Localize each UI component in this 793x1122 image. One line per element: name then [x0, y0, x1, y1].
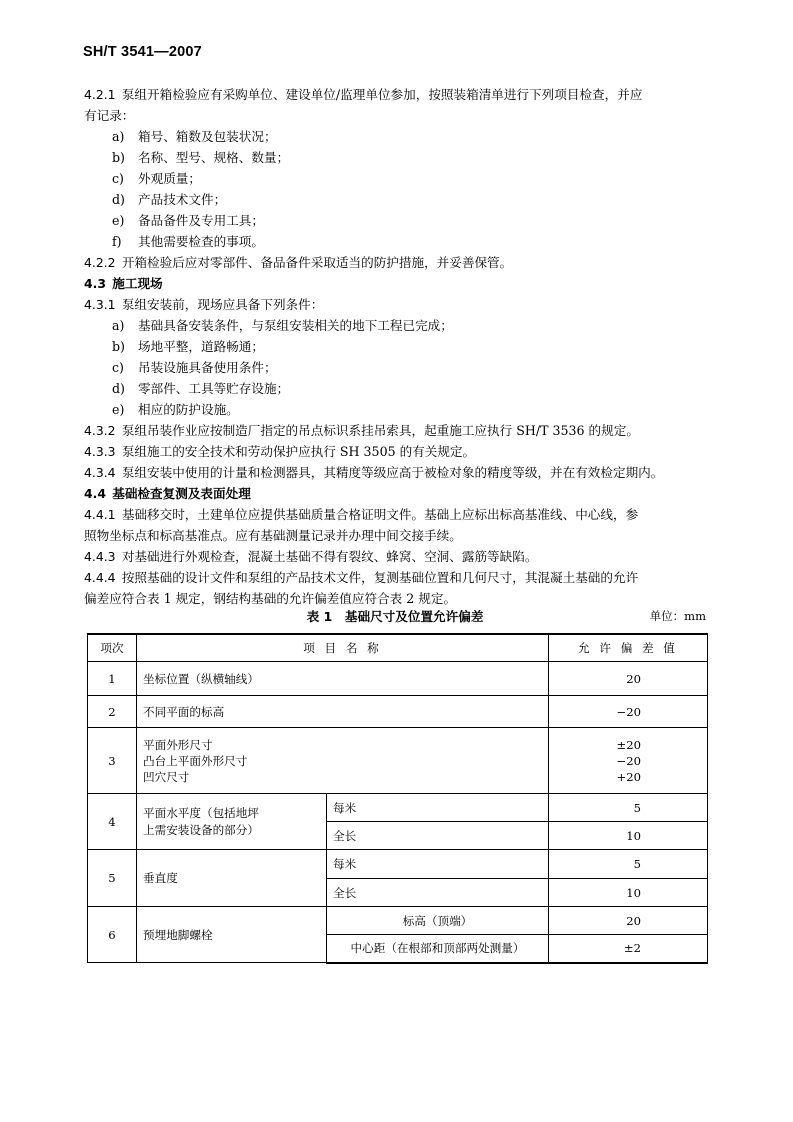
row-sub-item: 中心距（在根部和顶部两处测量）: [327, 935, 549, 963]
list-text: 产品技术文件；: [138, 192, 227, 207]
row-value: 10: [549, 822, 708, 850]
list-item: [84, 126, 712, 147]
list-item: [84, 399, 712, 420]
row-no: 5: [88, 850, 137, 907]
clause-continuation: 偏差应符合表 1 规定，钢结构基础的允许偏差值应符合表 2 规定。: [84, 591, 457, 606]
clause-text: 基础移交时，土建单位应提供基础质量合格证明文件。基础上应标出标高基准线、中心线，参: [121, 507, 639, 522]
clause-continuation: 照物坐标点和标高基准点。应有基础测量记录并办理中间交接手续。: [84, 528, 462, 543]
section-heading: [84, 273, 712, 294]
list-text: 相应的防护设施。: [138, 402, 239, 417]
clause: [84, 441, 712, 462]
list-item: [84, 168, 712, 189]
row-name: [137, 728, 549, 794]
table-caption: 表 1 基础尺寸及位置允许偏差: [306, 609, 484, 624]
clause-text: 开箱检验后应对零部件、备品备件采取适当的防护措施，并妥善保管。: [121, 255, 513, 270]
standard-code: SH/T 3541—2007: [83, 44, 202, 60]
header-item-name: 项 目 名 称: [137, 634, 549, 662]
row-value: 5: [549, 794, 708, 822]
header-item-no: 项次: [88, 634, 137, 662]
list-marker: c): [112, 360, 124, 375]
row-name-line: 上需安装设备的部分）: [143, 822, 259, 837]
list-text: 备品备件及专用工具；: [138, 213, 264, 228]
clause: [84, 546, 712, 567]
row-value-line: ±20: [616, 737, 641, 752]
clause: [84, 504, 712, 525]
clause-continuation: 有记录：: [84, 108, 135, 123]
clause-text: 泵组开箱检验应有采购单位、建设单位/监理单位参加，按照装箱清单进行下列项目检查，并应: [121, 87, 643, 102]
table-row: [88, 907, 708, 935]
list-item: [84, 147, 712, 168]
table-unit: 单位：mm: [649, 609, 706, 623]
clause-text: 按照基础的设计文件和泵组的产品技术文件，复测基础位置和几何尺寸，其混凝土基础的允许: [121, 570, 639, 585]
clause-number: 4.4.3: [84, 549, 116, 564]
clause-number: 4.2.2: [84, 255, 116, 270]
row-value: 20: [549, 907, 708, 935]
list-text: 吊装设施具备使用条件；: [138, 360, 277, 375]
clause-number: 4.3.3: [84, 444, 116, 459]
list-marker: a): [112, 318, 125, 333]
row-name: 不同平面的标高: [137, 696, 549, 728]
row-sub-item: 每米: [327, 794, 549, 822]
row-sub-item: 标高（顶端）: [327, 907, 549, 935]
row-name-line: 平面外形尺寸: [143, 737, 213, 752]
row-no: 6: [88, 907, 137, 963]
table-row: [88, 662, 708, 696]
list-text: 零部件、工具等贮存设施；: [138, 381, 290, 396]
row-sub-item: 全长: [327, 879, 549, 907]
list-item: [84, 357, 712, 378]
row-name: 预埋地脚螺栓: [137, 907, 327, 963]
list-marker: c): [112, 171, 124, 186]
list-item: [84, 378, 712, 399]
clause-number: 4.4.4: [84, 570, 116, 585]
clause-number: 4.4: [84, 486, 106, 501]
row-no: 1: [88, 662, 137, 696]
row-name-line: 平面水平度（包括地坪: [143, 805, 259, 820]
clause-text: 泵组安装中使用的计量和检测器具，其精度等级应高于被检对象的精度等级，并在有效检定期内。: [121, 465, 664, 480]
row-sub-item: 每米: [327, 850, 549, 879]
list-text: 场地平整，道路畅通；: [138, 339, 264, 354]
row-value: 10: [549, 879, 708, 907]
row-name: [137, 794, 327, 850]
row-value: −20: [549, 696, 708, 728]
clause: [84, 84, 712, 105]
row-name-line: 凸台上平面外形尺寸: [143, 753, 248, 768]
list-text: 外观质量；: [138, 171, 201, 186]
row-value: [549, 728, 708, 794]
row-value: ±2: [549, 935, 708, 963]
row-no: 2: [88, 696, 137, 728]
section-heading: [84, 483, 712, 504]
row-sub-item: 全长: [327, 822, 549, 850]
row-value: 5: [549, 850, 708, 879]
clause-text: 施工现场: [112, 276, 163, 291]
table-caption-row: [84, 606, 706, 626]
list-marker: b): [112, 339, 125, 354]
clause-text: 基础检查复测及表面处理: [112, 486, 251, 501]
table-row: [88, 728, 708, 794]
list-marker: d): [112, 192, 125, 207]
row-name-line: 凹穴尺寸: [143, 769, 190, 784]
clause-number: 4.3.4: [84, 465, 116, 480]
list-item: [84, 231, 712, 252]
clause-number: 4.4.1: [84, 507, 116, 522]
row-name: 坐标位置（纵横轴线）: [137, 662, 549, 696]
list-marker: a): [112, 129, 125, 144]
list-marker: e): [112, 402, 125, 417]
clause-number: 4.3: [84, 276, 106, 291]
row-no: 4: [88, 794, 137, 850]
body-text: [84, 84, 712, 609]
clause: [84, 252, 712, 273]
table-row: [88, 696, 708, 728]
clause: [84, 294, 712, 315]
header-tolerance: 允 许 偏 差 值: [549, 634, 708, 662]
clause: [84, 567, 712, 588]
clause-text: 泵组吊装作业应按制造厂指定的吊点标识系挂吊索具，起重施工应执行 SH/T 3536 的规定。: [121, 423, 639, 438]
row-value: 20: [549, 662, 708, 696]
clause-text: 对基础进行外观检查，混凝土基础不得有裂纹、蜂窝、空洞、露筋等缺陷。: [121, 549, 538, 564]
list-item: [84, 315, 712, 336]
clause-number: 4.3.2: [84, 423, 116, 438]
table-row: [88, 794, 708, 822]
clause-number: 4.3.1: [84, 297, 116, 312]
list-marker: d): [112, 381, 125, 396]
list-text: 箱号、箱数及包装状况；: [138, 129, 277, 144]
clause-text: 泵组施工的安全技术和劳动保护应执行 SH 3505 的有关规定。: [121, 444, 476, 459]
row-value-line: +20: [616, 769, 641, 784]
row-no: 3: [88, 728, 137, 794]
list-text: 基础具备安装条件，与泵组安装相关的地下工程已完成；: [138, 318, 453, 333]
list-marker: e): [112, 213, 125, 228]
list-text: 名称、型号、规格、数量；: [138, 150, 290, 165]
list-item: [84, 189, 712, 210]
clause-number: 4.2.1: [84, 87, 116, 102]
clause-text: 泵组安装前，现场应具备下列条件：: [121, 297, 324, 312]
clause: [84, 420, 712, 441]
list-marker: b): [112, 150, 125, 165]
table-row: [88, 850, 708, 879]
list-item: [84, 336, 712, 357]
row-value-line: −20: [616, 753, 641, 768]
clause: [84, 462, 712, 483]
table-header-row: [88, 634, 708, 662]
list-text: 其他需要检查的事项。: [138, 234, 264, 249]
row-name: 垂直度: [137, 850, 327, 907]
list-item: [84, 210, 712, 231]
list-marker: f): [112, 234, 122, 249]
tolerance-table: [87, 633, 708, 964]
